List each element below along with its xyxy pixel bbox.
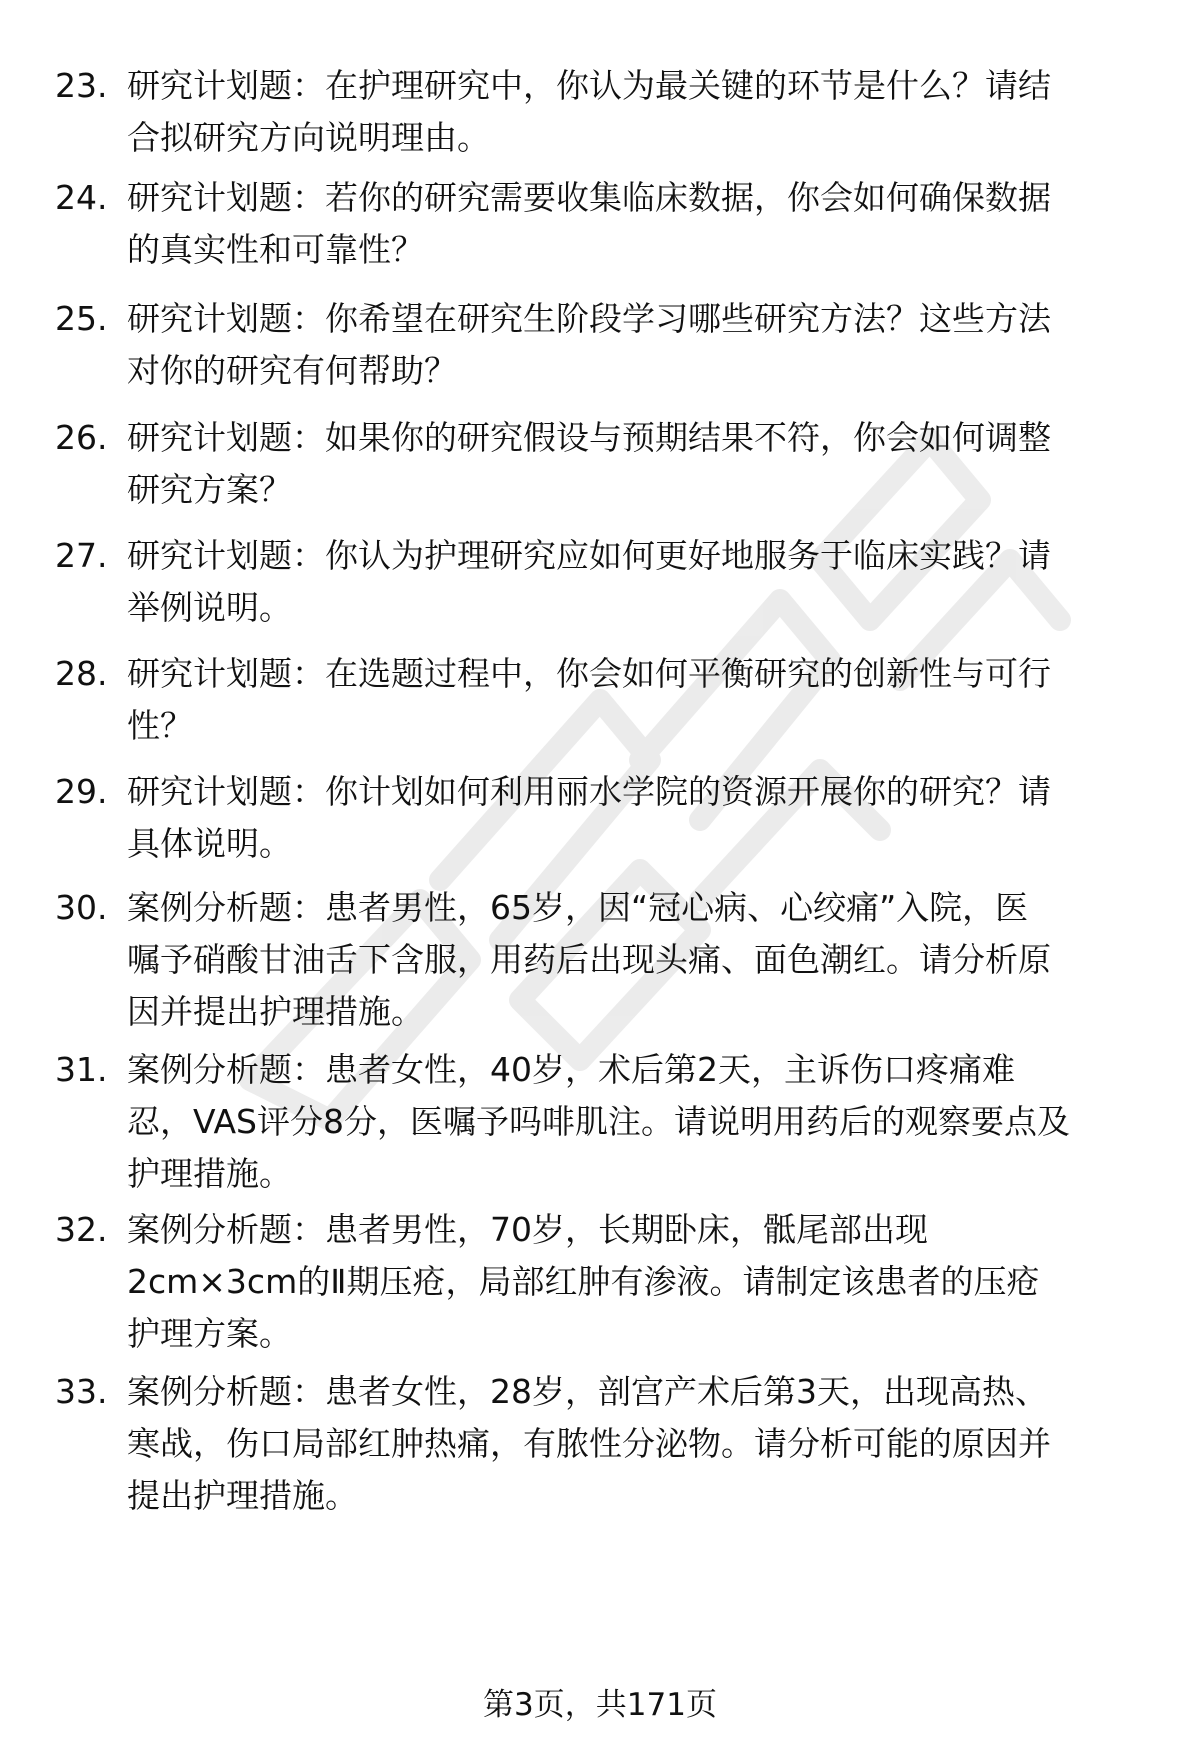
page-footer: 第3页，共171页 [483,1687,717,1723]
question-number: 32. [55,1210,108,1249]
question-text: 案例分析题：患者女性，28岁，剖宫产术后第3天，出现高热、 寒战，伤口局部红肿热痛，有脓性分泌物。请分析可能的原因并 提出护理措施。 [127,1372,1051,1515]
question-number: 29. [55,772,108,811]
question-text: 研究计划题：在护理研究中，你认为最关键的环节是什么？请结 合拟研究方向说明理由。 [127,66,1051,157]
question-text: 案例分析题：患者男性，70岁，长期卧床，骶尾部出现 2cm×3cm的Ⅱ期压疮，局部红肿有渗液。请制定该患者的压疮 护理方案。 [127,1210,1040,1353]
question-text: 研究计划题：你希望在研究生阶段学习哪些研究方法？这些方法 对你的研究有何帮助？ [127,299,1051,390]
question-text: 研究计划题：你认为护理研究应如何更好地服务于临床实践？请 举例说明。 [127,536,1051,627]
question-text: 研究计划题：你计划如何利用丽水学院的资源开展你的研究？请 具体说明。 [127,772,1051,863]
question-number: 23. [55,66,108,105]
question-number: 28. [55,654,108,693]
question-text: 案例分析题：患者男性，65岁，因“冠心病、心绞痛”入院，医 嘱予硝酸甘油舌下含服，用药后出现头痛、面色潮红。请分析原 因并提出护理措施。 [127,888,1051,1031]
question-number: 33. [55,1372,108,1411]
question-number: 31. [55,1050,108,1089]
question-text: 研究计划题：如果你的研究假设与预期结果不符，你会如何调整 研究方案？ [127,418,1051,509]
question-text: 案例分析题：患者女性，40岁，术后第2天，主诉伤口疼痛难 忍，VAS评分8分，医嘱予吗啡肌注。请说明用药后的观察要点及 护理措施。 [127,1050,1070,1193]
question-number: 25. [55,299,108,338]
question-text: 研究计划题：若你的研究需要收集临床数据，你会如何确保数据 的真实性和可靠性？ [127,178,1051,269]
question-number: 30. [55,888,108,927]
question-number: 27. [55,536,108,575]
question-text: 研究计划题：在选题过程中，你会如何平衡研究的创新性与可行 性？ [127,654,1051,745]
question-number: 24. [55,178,108,217]
question-number: 26. [55,418,108,457]
